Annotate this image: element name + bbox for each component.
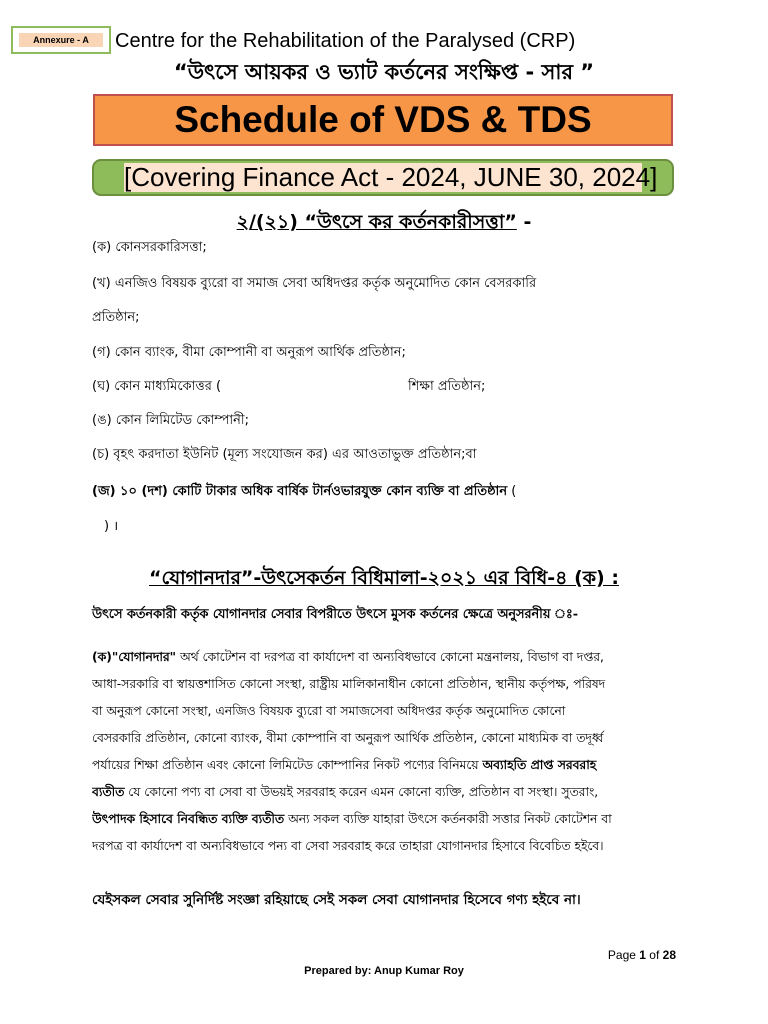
deductor-item-kha: (খ) এনজিও বিষয়ক ব্যুরো বা সমাজ সেবা অধিদপ্তর কর্তৃক অনুমোদিত কোন বেসরকারি: [92, 276, 537, 291]
deductor-item-ga: (গ) কোন ব্যাংক, বীমা কোম্পানী বা অনুরূপ আর্থিক প্রতিষ্ঠান;: [92, 345, 406, 360]
para-line: বা অনুরূপ কোনো সংস্থা, এনজিও বিষয়ক ব্যুরো বা সমাজসেবা অধিদপ্তর কর্তৃক অনুমোদিত কোনো: [92, 704, 566, 718]
prepared-by: Prepared by: Anup Kumar Roy: [304, 965, 464, 977]
deductor-item-ja: [92, 482, 516, 502]
annexure-label: Annexure - A: [19, 33, 103, 47]
term-registered-producer: উৎপাদক হিসাবে নিবন্ধিত ব্যক্তি ব্যতীত: [92, 812, 285, 826]
para-line: আধা-সরকারি বা স্বায়ত্তশাসিত কোনো সংস্থা, রাষ্ট্রীয় মালিকানাধীন কোনো প্রতিষ্ঠান, স্থানীয় কর্তৃপক্ষ, পরিষদ: [92, 677, 606, 691]
para-line: [92, 755, 677, 775]
term-except: ব্যতীত: [92, 785, 125, 799]
closing-statement: যেইসকল সেবার সুনির্দিষ্ট সংজ্ঞা রহিয়াছে সেই সকল সেবা যোগানদার হিসেবে গণ্য হইবে না।: [92, 892, 581, 908]
page-current: 1: [639, 948, 646, 962]
section-heading-text: ২/(২১) “উৎসে কর কর্তনকারীসত্তা”: [236, 211, 517, 233]
document-subtitle: “উৎসে আয়কর ও ভ্যাট কর্তনের সংক্ষিপ্ত - সার ”: [173, 60, 595, 84]
para-line: [92, 647, 677, 667]
covering-act-text: [Covering Finance Act - 2024, JUNE 30, 2024]: [124, 162, 658, 192]
section-heading-dash: -: [516, 211, 532, 233]
term-exempted-supply: অব্যাহতি প্রাপ্ত সরবরাহ: [482, 758, 597, 772]
page-total: 28: [662, 948, 676, 962]
term-supplier: (ক)"যোগানদার": [92, 650, 177, 664]
deductor-item-ja-paren: (: [507, 484, 517, 499]
deductor-item-ka: (ক) কোনসরকারিসত্তা;: [92, 240, 207, 255]
deductor-item-ja-end: ) ।: [104, 519, 119, 534]
supplier-definition-paragraph: [92, 647, 677, 856]
para-text: অর্থ কোটেশন বা দরপত্র বা কার্যাদেশ বা অন্যবিধভাবে কোনো মন্ত্রনালয়, বিভাগ বা দপ্তর,: [176, 650, 604, 664]
supplier-intro: উৎসে কর্তনকারী কর্তৃক যোগানদার সেবার বিপরীতে উৎসে মুসক কর্তনের ক্ষেত্রে অনুসরনীয় ঃ-: [92, 607, 579, 622]
deductor-item-gha: (ঘ) কোন মাধ্যমিকোত্তর (: [92, 379, 222, 394]
schedule-title-banner: Schedule of VDS & TDS: [93, 94, 673, 146]
page-of: of: [645, 948, 663, 962]
para-line: [92, 782, 677, 802]
deductor-item-umo: (ঙ) কোন লিমিটেড কোম্পানী;: [92, 413, 250, 428]
para-text: অন্য সকল ব্যক্তি যাহারা উৎসে কর্তনকারী সত্তার নিকট কোটেশন বা: [284, 812, 612, 826]
para-text: পর্যায়ের শিক্ষা প্রতিষ্ঠান এবং কোনো লিমিটেড কোম্পানির নিকট পণ্যের বিনিময়ে: [92, 758, 483, 772]
deductor-item-cha: (চ) বৃহৎ করদাতা ইউনিট (মূল্য সংযোজন কর) এর আওতাভুক্ত প্রতিষ্ঠান;বা: [92, 447, 477, 462]
para-line: দরপত্র বা কার্যাদেশ বা অন্যবিধভাবে পন্য বা সেবা সরবরাহ করে তাহারা যোগানদার হিসাবে বিবেচিত হইবে।: [92, 839, 604, 853]
deductor-item-kha-cont: প্রতিষ্ঠান;: [92, 310, 140, 325]
para-line: [92, 809, 677, 829]
deductor-item-gha-cont: শিক্ষা প্রতিষ্ঠান;: [408, 379, 486, 394]
para-text: যে কোনো পণ্য বা সেবা বা উভয়ই সরবরাহ করেন এমন কোনো ব্যক্তি, প্রতিষ্ঠান বা সংস্থা। সুতরাং,: [124, 785, 599, 799]
page-prefix: Page: [607, 948, 640, 962]
annexure-box: [11, 26, 111, 54]
covering-act-banner: [92, 159, 674, 196]
supplier-rule-heading: [0, 564, 768, 592]
deductor-item-ja-text: (জ) ১০ (দশ) কোটি টাকার অধিক বার্ষিক টার্নওভারযুক্ত কোন ব্যক্তি বা প্রতিষ্ঠান: [92, 484, 508, 499]
section-heading-deductor: [0, 208, 768, 236]
para-line: বেসরকারি প্রতিষ্ঠান, কোনো ব্যাংক, বীমা কোম্পানি বা অনুরূপ আর্থিক প্রতিষ্ঠান, কোনো মাধ্যমিক বা তদূর্ধ্ব: [92, 731, 604, 745]
organization-name: Centre for the Rehabilitation of the Paralysed (CRP): [115, 30, 576, 52]
supplier-rule-heading-text: “যোগানদার”-উৎসেকর্তন বিধিমালা-২০২১ এর বিধি-৪ (ক) :: [149, 567, 619, 589]
